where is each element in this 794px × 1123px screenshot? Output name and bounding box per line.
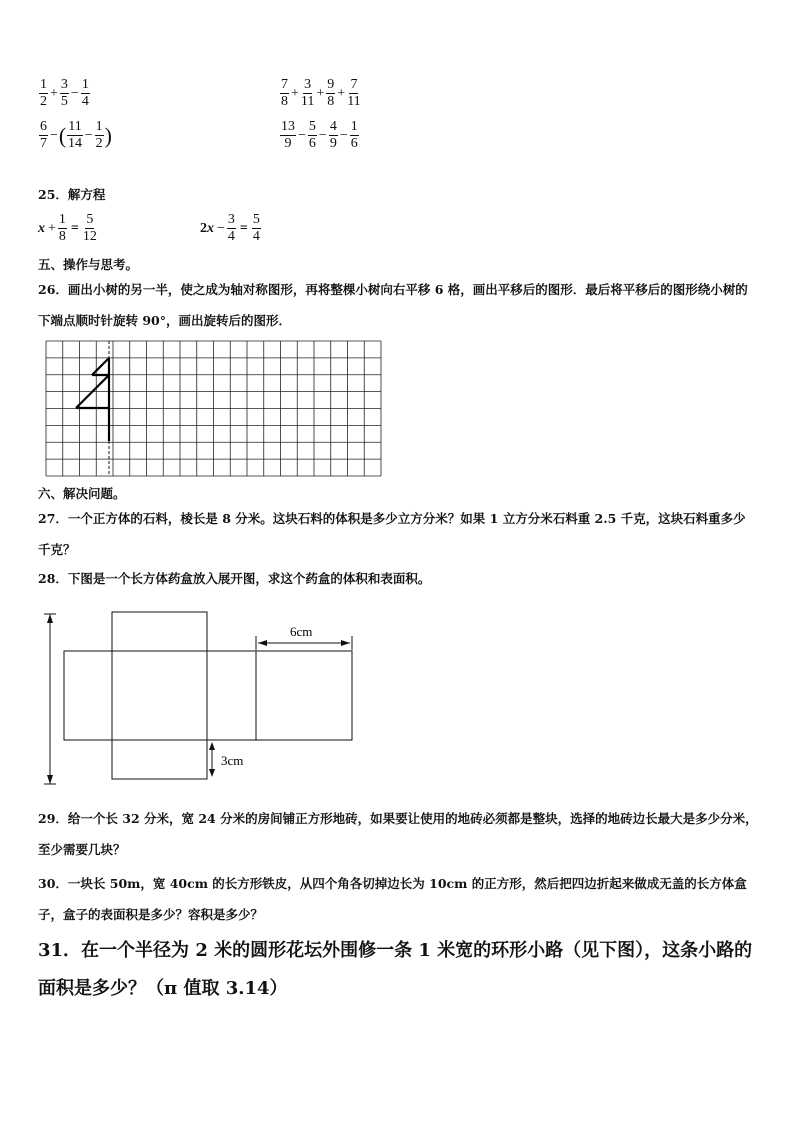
question-26: 26．画出小树的另一半，使之成为轴对称图形，再将整棵小树向右平移 6 格，画出平移后的图形．最后将平移后的图形绕小树的下端点顺时针旋转 90°，画出旋转后的图形．	[38, 282, 748, 328]
fraction: $\frac{1}{8}$	[58, 212, 66, 244]
fraction: $\frac{3}{11}$	[300, 77, 315, 109]
fraction: $\frac{1}{4}$	[81, 77, 89, 109]
fraction: $\frac{7}{11}$	[347, 77, 361, 109]
fraction: $\frac{1}{2}$	[95, 119, 103, 151]
question-30: 30．一块长 50m，宽 40cm 的长方形铁皮，从四个角各切掉边长为 10cm 的正方形，然后把四边折起来做成无盖的长方体盒子，盒子的表面积是多少？容积是多少？	[38, 876, 747, 922]
fraction: $\frac{5}{12}$	[82, 212, 97, 244]
net-face-bottom	[112, 740, 207, 779]
expr-row1-right: $\frac{7}{8}$ + $\frac{3}{11}$ + $\frac{9}{8}$ + $\frac{7}{11}$	[281, 77, 361, 109]
expr-row2-right: $\frac{13}{9}$ − $\frac{5}{6}$ − $\frac{4}{9}$ − $\frac{1}{6}$	[281, 119, 358, 151]
question-27: 27．一个正方体的石料，棱长是 8 分米。这块石料的体积是多少立方分米？如果 1 立方分米石料重 2.5 千克，这块石料重多少千克？	[38, 511, 746, 557]
fraction: $\frac{4}{9}$	[329, 119, 337, 151]
fraction: $\frac{5}{6}$	[308, 119, 316, 151]
expr-row2-left: $\frac{6}{7}$ − ( $\frac{11}{14}$ − $\frac{1}{2}$ )	[40, 119, 112, 151]
fraction: $\frac{1}{6}$	[350, 119, 358, 151]
q25-title: 25．解方程	[38, 187, 106, 202]
box-net-figure	[40, 608, 360, 788]
fraction: $\frac{11}{14}$	[67, 119, 82, 151]
question-28: 28．下图是一个长方体药盒放入展开图，求这个药盒的体积和表面积。	[38, 571, 431, 586]
net-face-row	[64, 651, 352, 740]
fraction: $\frac{1}{2}$	[40, 77, 47, 109]
section-6-heading: 六、解决问题。	[38, 486, 126, 501]
fraction: $\frac{3}{5}$	[60, 77, 68, 109]
question-29: 29．给一个长 32 分米，宽 24 分米的房间铺正方形地砖，如果要让使用的地砖必须都是整块，选择的地砖边长最大是多少分米，至少需要几块？	[38, 811, 758, 857]
fraction: $\frac{9}{8}$	[327, 77, 335, 109]
fraction: $\frac{13}{9}$	[281, 119, 295, 151]
label-3cm: 3cm	[221, 753, 244, 768]
section-5-heading: 五、操作与思考。	[38, 257, 139, 272]
question-31: 31．在一个半径为 2 米的圆形花坛外围修一条 1 米宽的环形小路（见下图），这条小路的面积是多少？（π 值取 3.14）	[38, 940, 753, 999]
fraction: $\frac{6}{7}$	[40, 119, 47, 151]
equation-1: x + $\frac{1}{8}$ = $\frac{5}{12}$	[38, 212, 97, 244]
label-6cm: 6cm	[290, 624, 313, 639]
fraction: $\frac{5}{4}$	[252, 212, 260, 244]
equation-2: 2 x − $\frac{3}{4}$ = $\frac{5}{4}$	[200, 212, 260, 244]
net-face-top	[112, 612, 207, 651]
fraction: $\frac{3}{4}$	[227, 212, 235, 244]
expr-row1-left: $\frac{1}{2}$ + $\frac{3}{5}$ − $\frac{1}{4}$	[40, 77, 89, 109]
fraction: $\frac{7}{8}$	[281, 77, 288, 109]
grid-figure	[46, 341, 381, 476]
half-tree-shape	[76, 358, 109, 441]
